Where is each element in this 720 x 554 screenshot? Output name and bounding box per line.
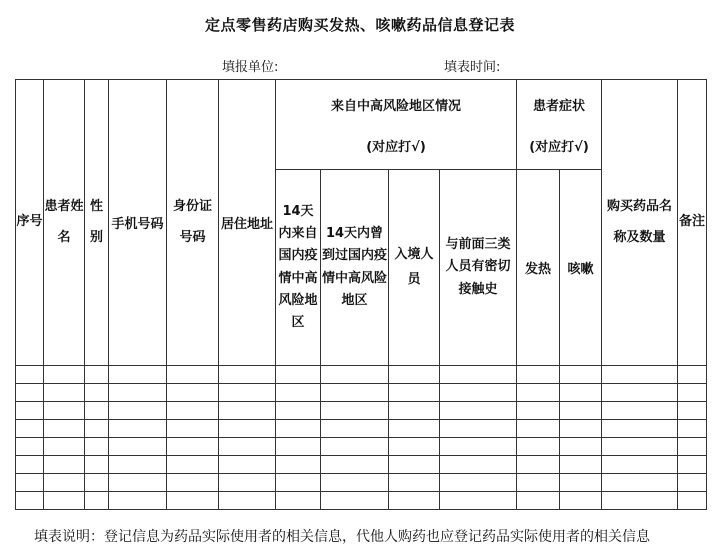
table-cell[interactable]: [440, 474, 517, 492]
table-cell[interactable]: [276, 474, 321, 492]
table-cell[interactable]: [440, 420, 517, 438]
table-cell[interactable]: [167, 366, 219, 384]
table-cell[interactable]: [602, 402, 678, 420]
table-cell[interactable]: [517, 366, 560, 384]
table-cell[interactable]: [276, 492, 321, 510]
footer-note: 填表说明：登记信息为药品实际使用者的相关信息，代他人购药也应登记药品实际使用者的相关信息: [34, 529, 650, 545]
table-cell[interactable]: [517, 402, 560, 420]
table-cell[interactable]: [602, 438, 678, 456]
table-cell[interactable]: [276, 420, 321, 438]
header-close-contact: 与前面三类人员有密切接触史: [440, 170, 517, 366]
table-cell[interactable]: [219, 492, 276, 510]
table-cell[interactable]: [44, 474, 85, 492]
header-risk-area-group: [276, 80, 517, 170]
table-cell[interactable]: [276, 438, 321, 456]
table-cell[interactable]: [440, 492, 517, 510]
table-cell[interactable]: [440, 438, 517, 456]
symptoms-group-title: 患者症状: [532, 98, 585, 114]
table-row: [16, 366, 707, 384]
header-phone: 手机号码: [109, 80, 167, 366]
table-cell[interactable]: [602, 474, 678, 492]
table-cell[interactable]: [167, 474, 219, 492]
table-cell[interactable]: [109, 384, 167, 402]
table-row: [16, 402, 707, 420]
header-from-risk-area: 14天内来自国内疫情中高风险地区: [276, 170, 321, 366]
table-cell[interactable]: [109, 420, 167, 438]
table-cell[interactable]: [167, 438, 219, 456]
fill-time-label: 填表时间:: [444, 60, 501, 75]
header-seq: 序号: [16, 80, 44, 366]
table-cell[interactable]: [276, 402, 321, 420]
table-cell[interactable]: [85, 492, 109, 510]
table-cell[interactable]: [44, 492, 85, 510]
table-row: [16, 420, 707, 438]
table-cell[interactable]: [276, 456, 321, 474]
table-cell[interactable]: [321, 438, 389, 456]
table-cell[interactable]: [560, 384, 602, 402]
table-cell[interactable]: [109, 492, 167, 510]
table-cell[interactable]: [678, 474, 707, 492]
table-cell[interactable]: [560, 402, 602, 420]
header-drug-name-qty: 购买药品名称及数量: [602, 80, 678, 366]
table-cell[interactable]: [678, 384, 707, 402]
table-row: [16, 384, 707, 402]
table-cell[interactable]: [219, 438, 276, 456]
table-cell[interactable]: [167, 420, 219, 438]
table-cell[interactable]: [389, 474, 440, 492]
table-cell[interactable]: [321, 492, 389, 510]
table-cell[interactable]: [85, 366, 109, 384]
header-address: 居住地址: [219, 80, 276, 366]
table-cell[interactable]: [109, 402, 167, 420]
table-cell[interactable]: [16, 492, 44, 510]
table-cell[interactable]: [602, 384, 678, 402]
table-cell[interactable]: [44, 420, 85, 438]
table-cell[interactable]: [517, 384, 560, 402]
table-cell[interactable]: [321, 366, 389, 384]
table-cell[interactable]: [321, 384, 389, 402]
table-cell[interactable]: [517, 492, 560, 510]
table-cell[interactable]: [109, 438, 167, 456]
table-cell[interactable]: [219, 474, 276, 492]
table-cell[interactable]: [678, 492, 707, 510]
table-cell[interactable]: [389, 420, 440, 438]
registration-table: [15, 79, 707, 510]
table-cell[interactable]: [560, 456, 602, 474]
table-cell[interactable]: [389, 384, 440, 402]
form-title: 定点零售药店购买发热、咳嗽药品信息登记表: [204, 16, 515, 34]
table-cell[interactable]: [678, 366, 707, 384]
table-cell[interactable]: [167, 402, 219, 420]
table-cell[interactable]: [219, 456, 276, 474]
table-cell[interactable]: [109, 456, 167, 474]
table-cell[interactable]: [602, 366, 678, 384]
table-cell[interactable]: [560, 474, 602, 492]
table-cell[interactable]: [167, 492, 219, 510]
table-cell[interactable]: [85, 384, 109, 402]
table-row: [16, 456, 707, 474]
table-cell[interactable]: [517, 456, 560, 474]
table-cell[interactable]: [85, 402, 109, 420]
table-cell[interactable]: [16, 384, 44, 402]
table-row: [16, 474, 707, 492]
table-row: [16, 492, 707, 510]
table-cell[interactable]: [167, 384, 219, 402]
risk-area-group-hint: (对应打√): [366, 139, 426, 155]
table-cell[interactable]: [44, 438, 85, 456]
table-cell[interactable]: [440, 384, 517, 402]
table-cell[interactable]: [321, 456, 389, 474]
table-cell[interactable]: [167, 456, 219, 474]
table-cell[interactable]: [389, 456, 440, 474]
table-cell[interactable]: [85, 438, 109, 456]
header-symptoms-group: [517, 80, 602, 170]
header-cough: 咳嗽: [560, 170, 602, 366]
table-cell[interactable]: [16, 366, 44, 384]
table-cell[interactable]: [389, 492, 440, 510]
table-cell[interactable]: [85, 474, 109, 492]
table-cell[interactable]: [321, 420, 389, 438]
table-cell[interactable]: [678, 456, 707, 474]
table-cell[interactable]: [276, 366, 321, 384]
table-cell[interactable]: [44, 456, 85, 474]
table-cell[interactable]: [517, 438, 560, 456]
table-cell[interactable]: [440, 456, 517, 474]
table-row: [16, 438, 707, 456]
table-cell[interactable]: [321, 474, 389, 492]
table-cell[interactable]: [44, 402, 85, 420]
header-patient-name: 患者姓名: [44, 80, 85, 366]
table-cell[interactable]: [109, 366, 167, 384]
table-cell[interactable]: [517, 474, 560, 492]
table-cell[interactable]: [16, 402, 44, 420]
header-remarks: 备注: [678, 80, 707, 366]
table-cell[interactable]: [389, 438, 440, 456]
symptoms-group-hint: (对应打√): [529, 139, 589, 155]
table-cell[interactable]: [678, 402, 707, 420]
table-cell[interactable]: [44, 384, 85, 402]
table-cell[interactable]: [16, 438, 44, 456]
header-entry: 入境人员: [389, 170, 440, 366]
header-gender: 性别: [85, 80, 109, 366]
table-cell[interactable]: [389, 402, 440, 420]
table-cell[interactable]: [85, 420, 109, 438]
table-cell[interactable]: [85, 456, 109, 474]
table-cell[interactable]: [560, 438, 602, 456]
table-cell[interactable]: [517, 420, 560, 438]
table-cell[interactable]: [109, 474, 167, 492]
table-cell[interactable]: [219, 366, 276, 384]
table-cell[interactable]: [560, 420, 602, 438]
table-cell[interactable]: [389, 366, 440, 384]
table-cell[interactable]: [602, 492, 678, 510]
table-cell[interactable]: [44, 366, 85, 384]
header-visited-risk-area: 14天内曾到过国内疫情中高风险地区: [321, 170, 389, 366]
table-cell[interactable]: [678, 438, 707, 456]
table-cell[interactable]: [219, 384, 276, 402]
table-cell[interactable]: [440, 402, 517, 420]
table-cell[interactable]: [560, 366, 602, 384]
table-cell[interactable]: [440, 366, 517, 384]
header-fever: 发热: [517, 170, 560, 366]
table-cell[interactable]: [219, 420, 276, 438]
reporting-unit-label: 填报单位:: [222, 60, 279, 75]
table-cell[interactable]: [16, 474, 44, 492]
table-cell[interactable]: [276, 384, 321, 402]
table-cell[interactable]: [16, 456, 44, 474]
risk-area-group-title: 来自中高风险地区情况: [330, 98, 461, 114]
table-cell[interactable]: [678, 420, 707, 438]
table-cell[interactable]: [16, 420, 44, 438]
header-id-number: 身份证号码: [167, 80, 219, 366]
table-cell[interactable]: [560, 492, 602, 510]
table-cell[interactable]: [321, 402, 389, 420]
table-cell[interactable]: [219, 402, 276, 420]
table-cell[interactable]: [602, 420, 678, 438]
table-cell[interactable]: [602, 456, 678, 474]
